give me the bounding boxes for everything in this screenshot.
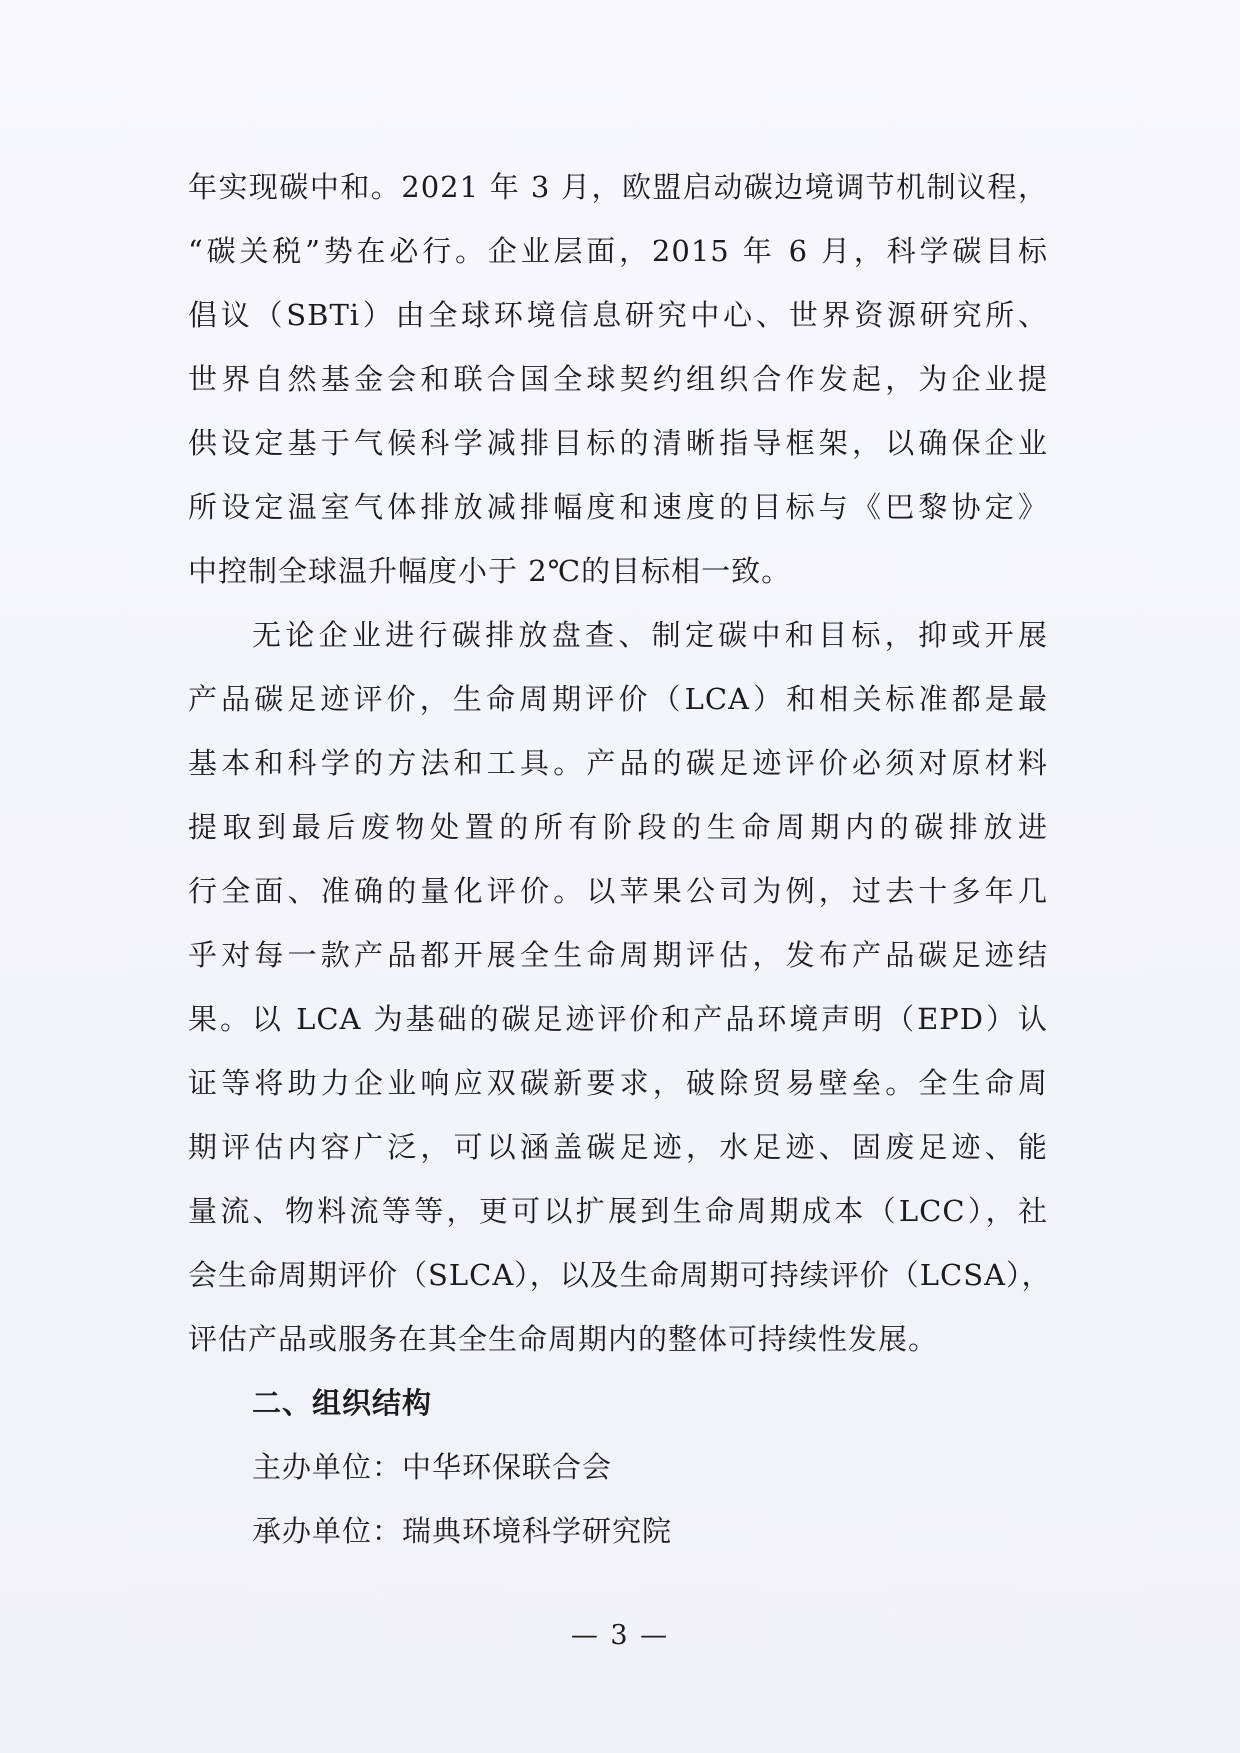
text-line: 证等将助力企业响应双碳新要求，破除贸易壁垒。全生命周 bbox=[188, 1066, 1048, 1100]
text-line: 会生命周期评价（SLCA），以及生命周期可持续评价（LCSA）， bbox=[188, 1258, 1052, 1292]
text-line: 无论企业进行碳排放盘查、制定碳中和目标，抑或开展 bbox=[252, 618, 1048, 652]
page-number: — 3 — bbox=[570, 1620, 670, 1651]
text-line: “碳关税”势在必行。企业层面，2015 年 6 月，科学碳目标 bbox=[188, 234, 1048, 268]
text-line: 行全面、准确的量化评价。以苹果公司为例，过去十多年几 bbox=[188, 874, 1048, 908]
host-organization: 主办单位：中华环保联合会 bbox=[252, 1450, 613, 1484]
text-line: 倡议（SBTi）由全球环境信息研究中心、世界资源研究所、 bbox=[188, 298, 1048, 332]
text-line: 提取到最后废物处置的所有阶段的生命周期内的碳排放进 bbox=[188, 810, 1048, 844]
text-line: 中控制全球温升幅度小于 2℃的目标相一致。 bbox=[188, 554, 792, 588]
document-body bbox=[188, 155, 1052, 1563]
text-line: 所设定温室气体排放减排幅度和速度的目标与《巴黎协定》 bbox=[188, 490, 1048, 524]
text-line: 产品碳足迹评价，生命周期评价（LCA）和相关标准都是最 bbox=[188, 682, 1048, 716]
text-line: 期评估内容广泛，可以涵盖碳足迹，水足迹、固废足迹、能 bbox=[188, 1130, 1048, 1164]
text-line: 乎对每一款产品都开展全生命周期评估，发布产品碳足迹结 bbox=[188, 938, 1048, 972]
organizing-organization: 承办单位：瑞典环境科学研究院 bbox=[252, 1514, 673, 1548]
text-line: 供设定基于气候科学减排目标的清晰指导框架，以确保企业 bbox=[188, 426, 1048, 460]
text-line: 基本和科学的方法和工具。产品的碳足迹评价必须对原材料 bbox=[188, 746, 1048, 780]
text-line: 评估产品或服务在其全生命周期内的整体可持续性发展。 bbox=[188, 1322, 939, 1356]
text-line: 果。以 LCA 为基础的碳足迹评价和产品环境声明（EPD）认 bbox=[188, 1002, 1048, 1036]
text-line: 年实现碳中和。2021 年 3 月，欧盟启动碳边境调节机制议程， bbox=[188, 170, 1048, 204]
paragraph bbox=[188, 155, 1048, 603]
text-line: 量流、物料流等等，更可以扩展到生命周期成本（LCC），社 bbox=[188, 1194, 1048, 1228]
section-heading: 二、组织结构 bbox=[252, 1386, 433, 1420]
text-line: 世界自然基金会和联合国全球契约组织合作发起，为企业提 bbox=[188, 362, 1048, 396]
paragraph bbox=[188, 603, 1052, 1371]
